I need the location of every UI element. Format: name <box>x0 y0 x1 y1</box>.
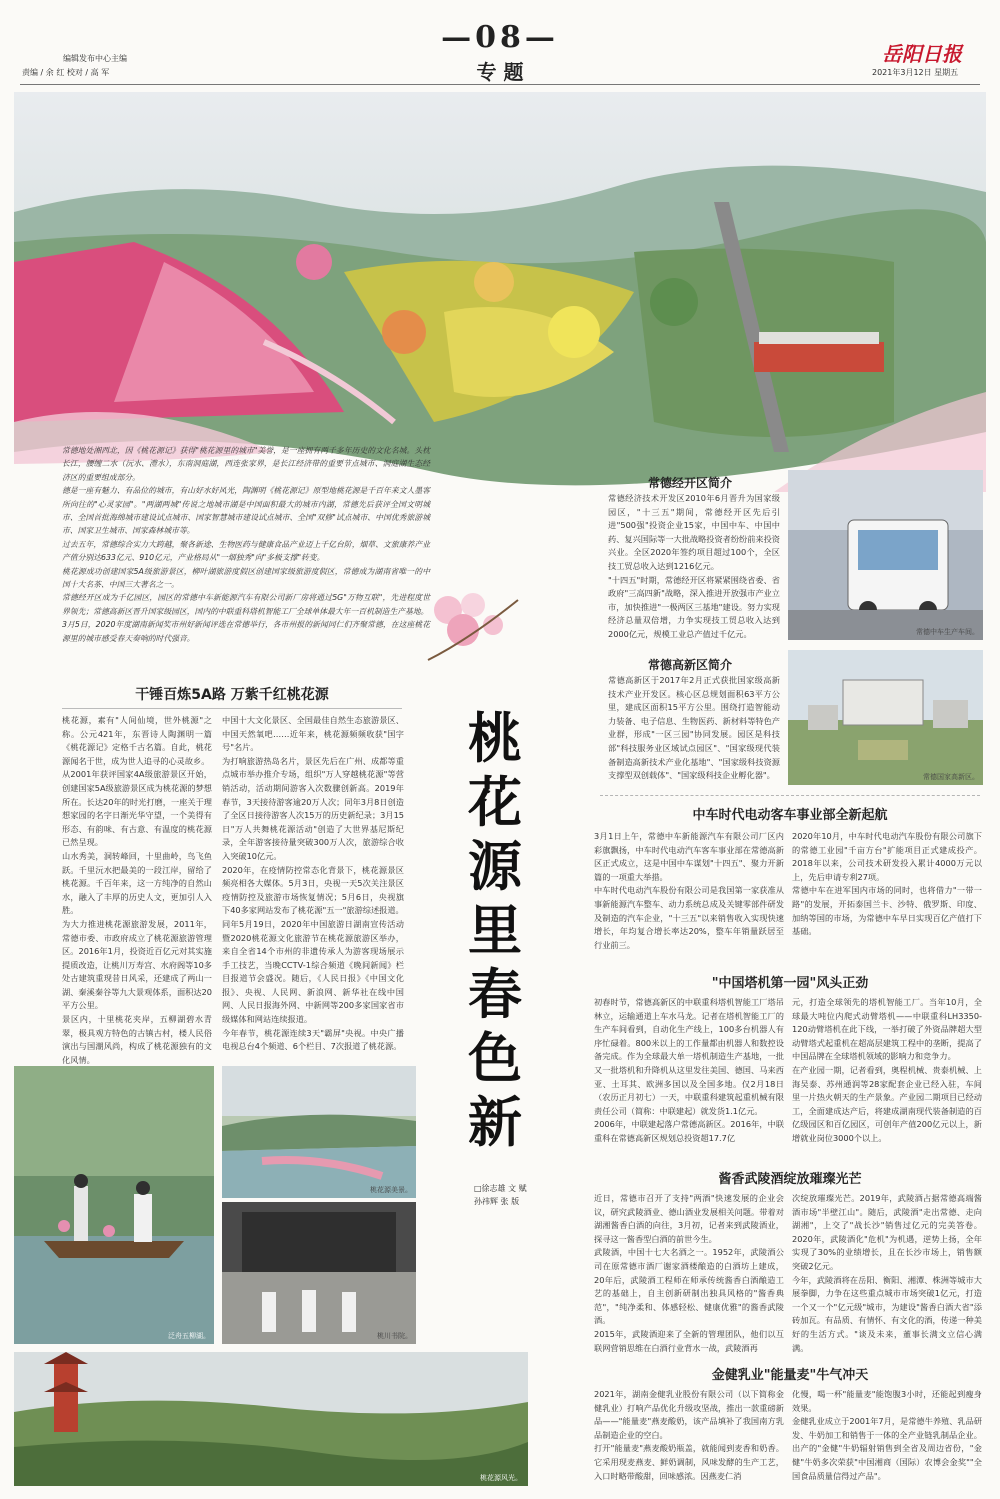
main-title <box>460 706 530 1154</box>
masthead-rule <box>20 84 980 85</box>
section-f-column-2: 次绽放璀璨光芒。2019年，武陵酒占据常德高端酱酒市场"半壁江山"。随后，武陵酒"走出常德、走向湖湘"，上交了"战长沙"销售过亿元的完美答卷。2020年，武陵酒化"危机"为机遇，逆势上扬，全年实现了30%的业绩增长，且在长沙市场上，销售额突破2亿元。 今年，武陵酒将在岳阳、衡阳、湘潭、株洲等城市大展拳脚，力争在这些重点城市市场突破1亿元，打造一个又一个"亿元级"城市，为建设"酱香白酒大省"添砖加瓦。有品质、有情怀、有文化的酒，传递一种美好的生活方式。"谈及未来，董事长满文立信心满满。 <box>792 1193 982 1353</box>
section-d-column-2: 2020年10月，中车时代电动汽车股份有限公司旗下的常德工业园"千亩方台"扩能项目正式建成投产。2018年以来，公司技术研发投入累计4000万元以上，先后申请专利27项。 常德中车在进军国内市场的同时，也将借力"一带一路"的发展，开拓泰国兰卡、沙特、俄罗斯、印度、加纳等国的市场，为常德中车早日实现百亿产值打下基础。 <box>792 831 982 937</box>
section-d-title: 中车时代电动客车事业部全新起航 <box>692 808 888 823</box>
bus-factory-photo <box>788 470 983 640</box>
intro-text: 常德地处湘西北，因《桃花源记》获得"桃花源里的城市"美誉，是一座拥有两千多年历史的文化名城。头枕长江，腰缠二水（沅水、澧水），东南洞庭湖，西连张家界，是长江经济带的重要节点城市、洞庭湖生态经济区的重要组成部分。 德是一座有魅力、有品位的城市，有山好水好风光，陶渊明《桃花源记》原型地桃花源是千百年来文人墨客所向往的"心灵家园"。"两湖两城"传说之地城市湖是中国面积最大的城市内湖，常德先后获评全国文明城市、全国首批海绵城市建设试点城市、国家智慧城市建设试点城市、全国"双修"试点城市、中国优秀旅游城市、国家卫生城市、国家森林城市等。 过去五年，常德综合实力大跨越，聚各新途、生物医药与健康食品产业迈上千亿台阶，烟草、文旅康养产业产值分别达633亿元、910亿元，产业格局从"一烟独秀"向"多极支撑"转变。 桃花源成功创建国家5A级旅游景区，柳叶湖旅游度假区创建国家级旅游度假区，常德成为湖南省唯一的中国十大名茶、中国三大著名之一。 常德经开区成为千亿园区，园区的常德中车新能源汽车有限公司新厂房将通过5G"万物互联"，先进程度世界领先；常德高新区晋升国家级园区，国内的中联重科塔机智能工厂全球单体最大年一百机制造生产基地。 3月5日，2020年度湖南新闻奖市州好新闻评选在常德举行，各市州报的新闻同仁们齐聚常德，在这座桃花源里的城市感受春天奏响的时代强音。 <box>62 446 430 643</box>
tower-landscape-photo <box>14 1352 528 1486</box>
scenery-photo <box>222 1066 416 1198</box>
scenery-photo-caption: 桃花源美景。 <box>370 1186 412 1194</box>
main-title-char: 新 <box>468 1090 522 1154</box>
section-g-column-1: 2021年，湖南金健乳业股份有限公司（以下简称金健乳业）打响产品优化升级攻坚战，推出一款重磅新品——"能量麦"燕麦酸奶，该产品填补了我国南方乳品制造企业的空白。 打开"能量麦"燕麦酸奶瓶盖，就能闻到麦香和奶香。它采用现麦燕麦、鲜奶调制，风味发酵的生产工艺，入口时略带酸甜，回味感浓。因燕麦仁消 <box>594 1389 784 1481</box>
issue-date: 2021年3月12日 星期五 <box>872 68 959 77</box>
page-number: —08— <box>441 20 559 55</box>
main-title-char: 花 <box>468 770 522 834</box>
section-g-column-2: 化慢，喝一杯"能量麦"能饱腹3小时，还能起到瘦身效果。 金健乳业成立于2001年7月，是常德牛养殖、乳品研发、牛奶加工和销售于一体的全产业链乳制品企业。出产的"金健"牛奶辐射销售到全省及周边省份，"金健"牛奶多次荣获"中国湘商（国际）农博会金奖""全国食品质量信得过产品"。 <box>792 1389 982 1481</box>
section-a-column-1: 桃花源，素有"人间仙境，世外桃源"之称。公元421年，东晋诗人陶渊明一篇《桃花源记》定格千古名篇。自此，桃花源闻名于世，成为世人追寻的心灵故乡。 从2001年获评国家4A级旅游景区开始，创建国家5A级旅游景区成为桃花源的梦想所在。长达20年的时光打磨，一座关于理想家园的名字日渐光华守望，一个美得有形态、有韵味、有古意、有温度的桃花源已然呈现。 山水秀美，洞转峰回，十里曲岭，鸟飞鱼跃。千里沅水把最美的一段江岸，留给了桃花源。千百年来，这一方纯净的自然山水，融入了丰厚的历史人文，更加引人入胜。 为大力推进桃花源旅游发展，2011年，常德市委、市政府成立了桃花源旅游管理区。2016年1月，投资近百亿元对其实施提质改造，让桃川万寿宫、水府阁等10多处古建筑重现昔日风采，还建成了两山一湖、秦溪秦谷等九大景观体系，面积达20平方公里。 景区内，十里桃花夹岸，五柳湖碧水青翠，极具观方特色的古镇古村，楼人民俗演出与国潮风尚，构成了桃花源独有的文化风情。 <box>62 715 212 1065</box>
main-title-char: 桃 <box>468 706 522 770</box>
section-divider <box>600 795 980 796</box>
section-a-title: 干锤百炼5A路 万紫千红桃花源 <box>135 687 329 703</box>
main-title-char: 源 <box>468 834 522 898</box>
boat-on-lake-photo <box>14 1066 214 1344</box>
hero-landscape-illustration <box>14 92 986 492</box>
hightech-zone-caption: 常德国家高新区。 <box>923 773 979 781</box>
section-a-rule <box>62 708 402 709</box>
editor-line-2: 责编 / 余 红 校对 / 高 军 <box>22 68 110 77</box>
academy-photo <box>222 1202 416 1344</box>
main-title-char: 里 <box>468 898 522 962</box>
section-d-column-1: 3月1日上午，常德中车新能源汽车有限公司厂区内彩旗飘扬，中车时代电动汽车客车事业部在常德高新区正式成立，这是中国中车谋划"十四五"、聚力开新篇的一项重大举措。 中车时代电动汽车股份有限公司是我国第一家获准从事新能源汽车整车、动力系统总成及关键零部件研发及制造的汽车企业，"十三五"以来销售收入实现快速增长，年均复合增长率达20%，整车年销量跃居至行业前三。 <box>594 831 784 950</box>
section-e-column-2: 元，打造全球领先的塔机智能工厂。当年10月，全球最大吨位内爬式动臂塔机——中联重科LH3350-120动臂塔机在此下线，一举打破了外资品牌超大型动臂塔式起重机在超高层建筑工程中的垄断，提高了中国品牌在全球塔机领域的影响力和竞争力。 在产业园一期，记者看到，奥程机械、贵泰机械、上海吴泰、苏州通润等28家配套企业已经入驻，车间里一片热火朝天的生产景象。产业园二期项目已经动工，全面建成达产后，将建成湖南现代装备制造的百亿级园区和百亿园区，可创年产值200亿元以上，新增就业岗位3000个以上。 <box>792 997 982 1143</box>
section-e-column-1: 初春时节，常德高新区的中联重科塔机智能工厂塔吊林立，运输通道上车水马龙。记者在塔机智能工厂的生产车间看到，自动化生产线上，100多台机器人有序忙碌着。800米以上的工作量都由机器人和数控设备完成。作为全球最大单一塔机制造生产基地，一批又一批塔机和升降机从这里发往美国、德国、马来西亚、土耳其、欧洲多国以及全国多地。仅2月18日（农历正月初七）一天，中联重科建筑起重机械有限责任公司（简称：中联建起）就发货1.1亿元。 2006年，中联建起落户常德高新区。2016年，中联重科在常德高新区规划总投资超17.7亿 <box>594 997 784 1143</box>
peach-blossom-decoration <box>418 580 528 670</box>
tower-photo-caption: 桃花源风光。 <box>480 1474 522 1482</box>
hightech-zone-photo <box>788 650 983 785</box>
section-f-title: 酱香武陵酒绽放璀璨光芒 <box>718 1172 862 1187</box>
hero-panorama-photo <box>14 92 986 492</box>
main-title-char: 色 <box>468 1026 522 1090</box>
section-c-text: 常德高新区于2017年2月正式获批国家级高新技术产业开发区。核心区总规划面积63平方公里，建成区面积15平方公里。围绕打造智能动力装备、电子信息、生物医药、新材料等特色产业群，形成"一区三园"协同发展。园区是科技部"科技服务业区域试点园区"、"国家级现代装备制造高新技术产业化基地"、"国家级科技资源支撑型双创载体"、"国家级科技企业孵化器"。 <box>608 675 780 781</box>
bus-factory-caption: 常德中车生产车间。 <box>916 628 979 636</box>
section-b-title: 常德经开区简介 <box>647 476 732 490</box>
main-title-char: 春 <box>468 962 522 1026</box>
section-e-title: "中国塔机第一园"风头正劲 <box>711 976 869 991</box>
section-a-column-2: 中国十大文化景区、全国最佳自然生态旅游景区、中国天然氧吧……近年来，桃花源频频收获"国字号"名片。 为打响旅游热岛名片，景区先后在广州、成都等重点城市举办推介专场，组织"万人穿越桃花源"等营销活动，活动期间游客入次数骤创新高。2019年春节，3天接待游客逾20万人次；同年3月8日创造了全区日接待游客人次15万的历史新纪录；3月15日"万人共舞桃花源活动"创造了大世界基尼斯纪录，全年游客接待量突破300万人次，旅游综合收入突破10亿元。 2020年，在疫情防控常态化背景下，桃花源景区频亮相各大媒体。5月3日，央视一天5次关注景区疫情防控及旅游市场恢复情况；5月6日，央视旗下40多家网站发布了桃花源"五一"旅游综述报道。 同年5月19日，2020年中国旅游日湖南宣传活动暨2020桃花源文化旅游节在桃花源旅游区举办，来自全省14个市州的非遗传承人为游客现场展示手工技艺，当晚CCTV-1综合频道《晚间新闻》栏目报道节会盛况。随后，《人民日报》《中国文化报》、央视、人民网、新浪网、新华社在线中国网、人民日报海外网、中新网等200多家国家省市级媒体和网站连续报道。 今年春节，桃花源连续3天"霸屏"央视。中央广播电视总台4个频道、6个栏目、7次报道了桃花源。 <box>222 715 404 1052</box>
editor-line-1: 编辑发布中心主编 <box>63 54 127 63</box>
academy-photo-caption: 桃川书院。 <box>377 1332 412 1340</box>
section-b-text: 常德经济技术开发区2010年6月晋升为国家级园区，"十三五"期间，常德经开区先后引进"500强"投资企业15家，中国中车、中国中药、复兴国际等一大批战略投资者纷纷前来投资兴业。全区2020年签约项目超过100个，全区技工贸总收入达到1216亿元。 "十四五"时期，常德经开区将紧紧围绕省委、省政府"三高四新"战略，深入推进开放强市产业立市，加快推进"一极两区三基地"建设。努力实现经济总量双倍增，力争实现技工贸总收入达到2000亿元，规模工业总产值过千亿元。 <box>608 493 780 639</box>
masthead <box>0 0 1000 92</box>
section-c-title: 常德高新区简介 <box>647 658 732 672</box>
boat-photo-caption: 泛舟五柳湖。 <box>168 1332 210 1340</box>
newspaper-logo: 岳阳日报 <box>882 42 962 66</box>
section-label: 专 题 <box>476 60 524 84</box>
section-g-title: 金健乳业"能量麦"牛气冲天 <box>711 1368 869 1383</box>
section-f-column-1: 近日，常德市召开了支持"两酒"快速发展的企业会议，研究武陵酒业、德山酒业发展相关问题。带着对湖湘酱香白酒的向往，3月初，记者来到武陵酒业，探寻这一酱香型白酒的前世今生。 武陵酒，中国十七大名酒之一。1952年，武陵酒公司在原常德市酒厂谢家酒楼酿造的白酒坊上建成，20年后，武陵酒工程师在师承传统酱香白酒酿造工艺的基础上，自主创新研制出独具风格的"酱香典范"，"纯净柔和、体感轻松、健康优雅"的酱香武陵酒。 2015年，武陵酒迎来了全新的管理团队，他们以互联网营销思维在白酒行业背水一战，武陵酒再 <box>594 1193 784 1353</box>
byline: □徐志雄 文 赋 孙祎辉 张 版 <box>474 1184 527 1206</box>
